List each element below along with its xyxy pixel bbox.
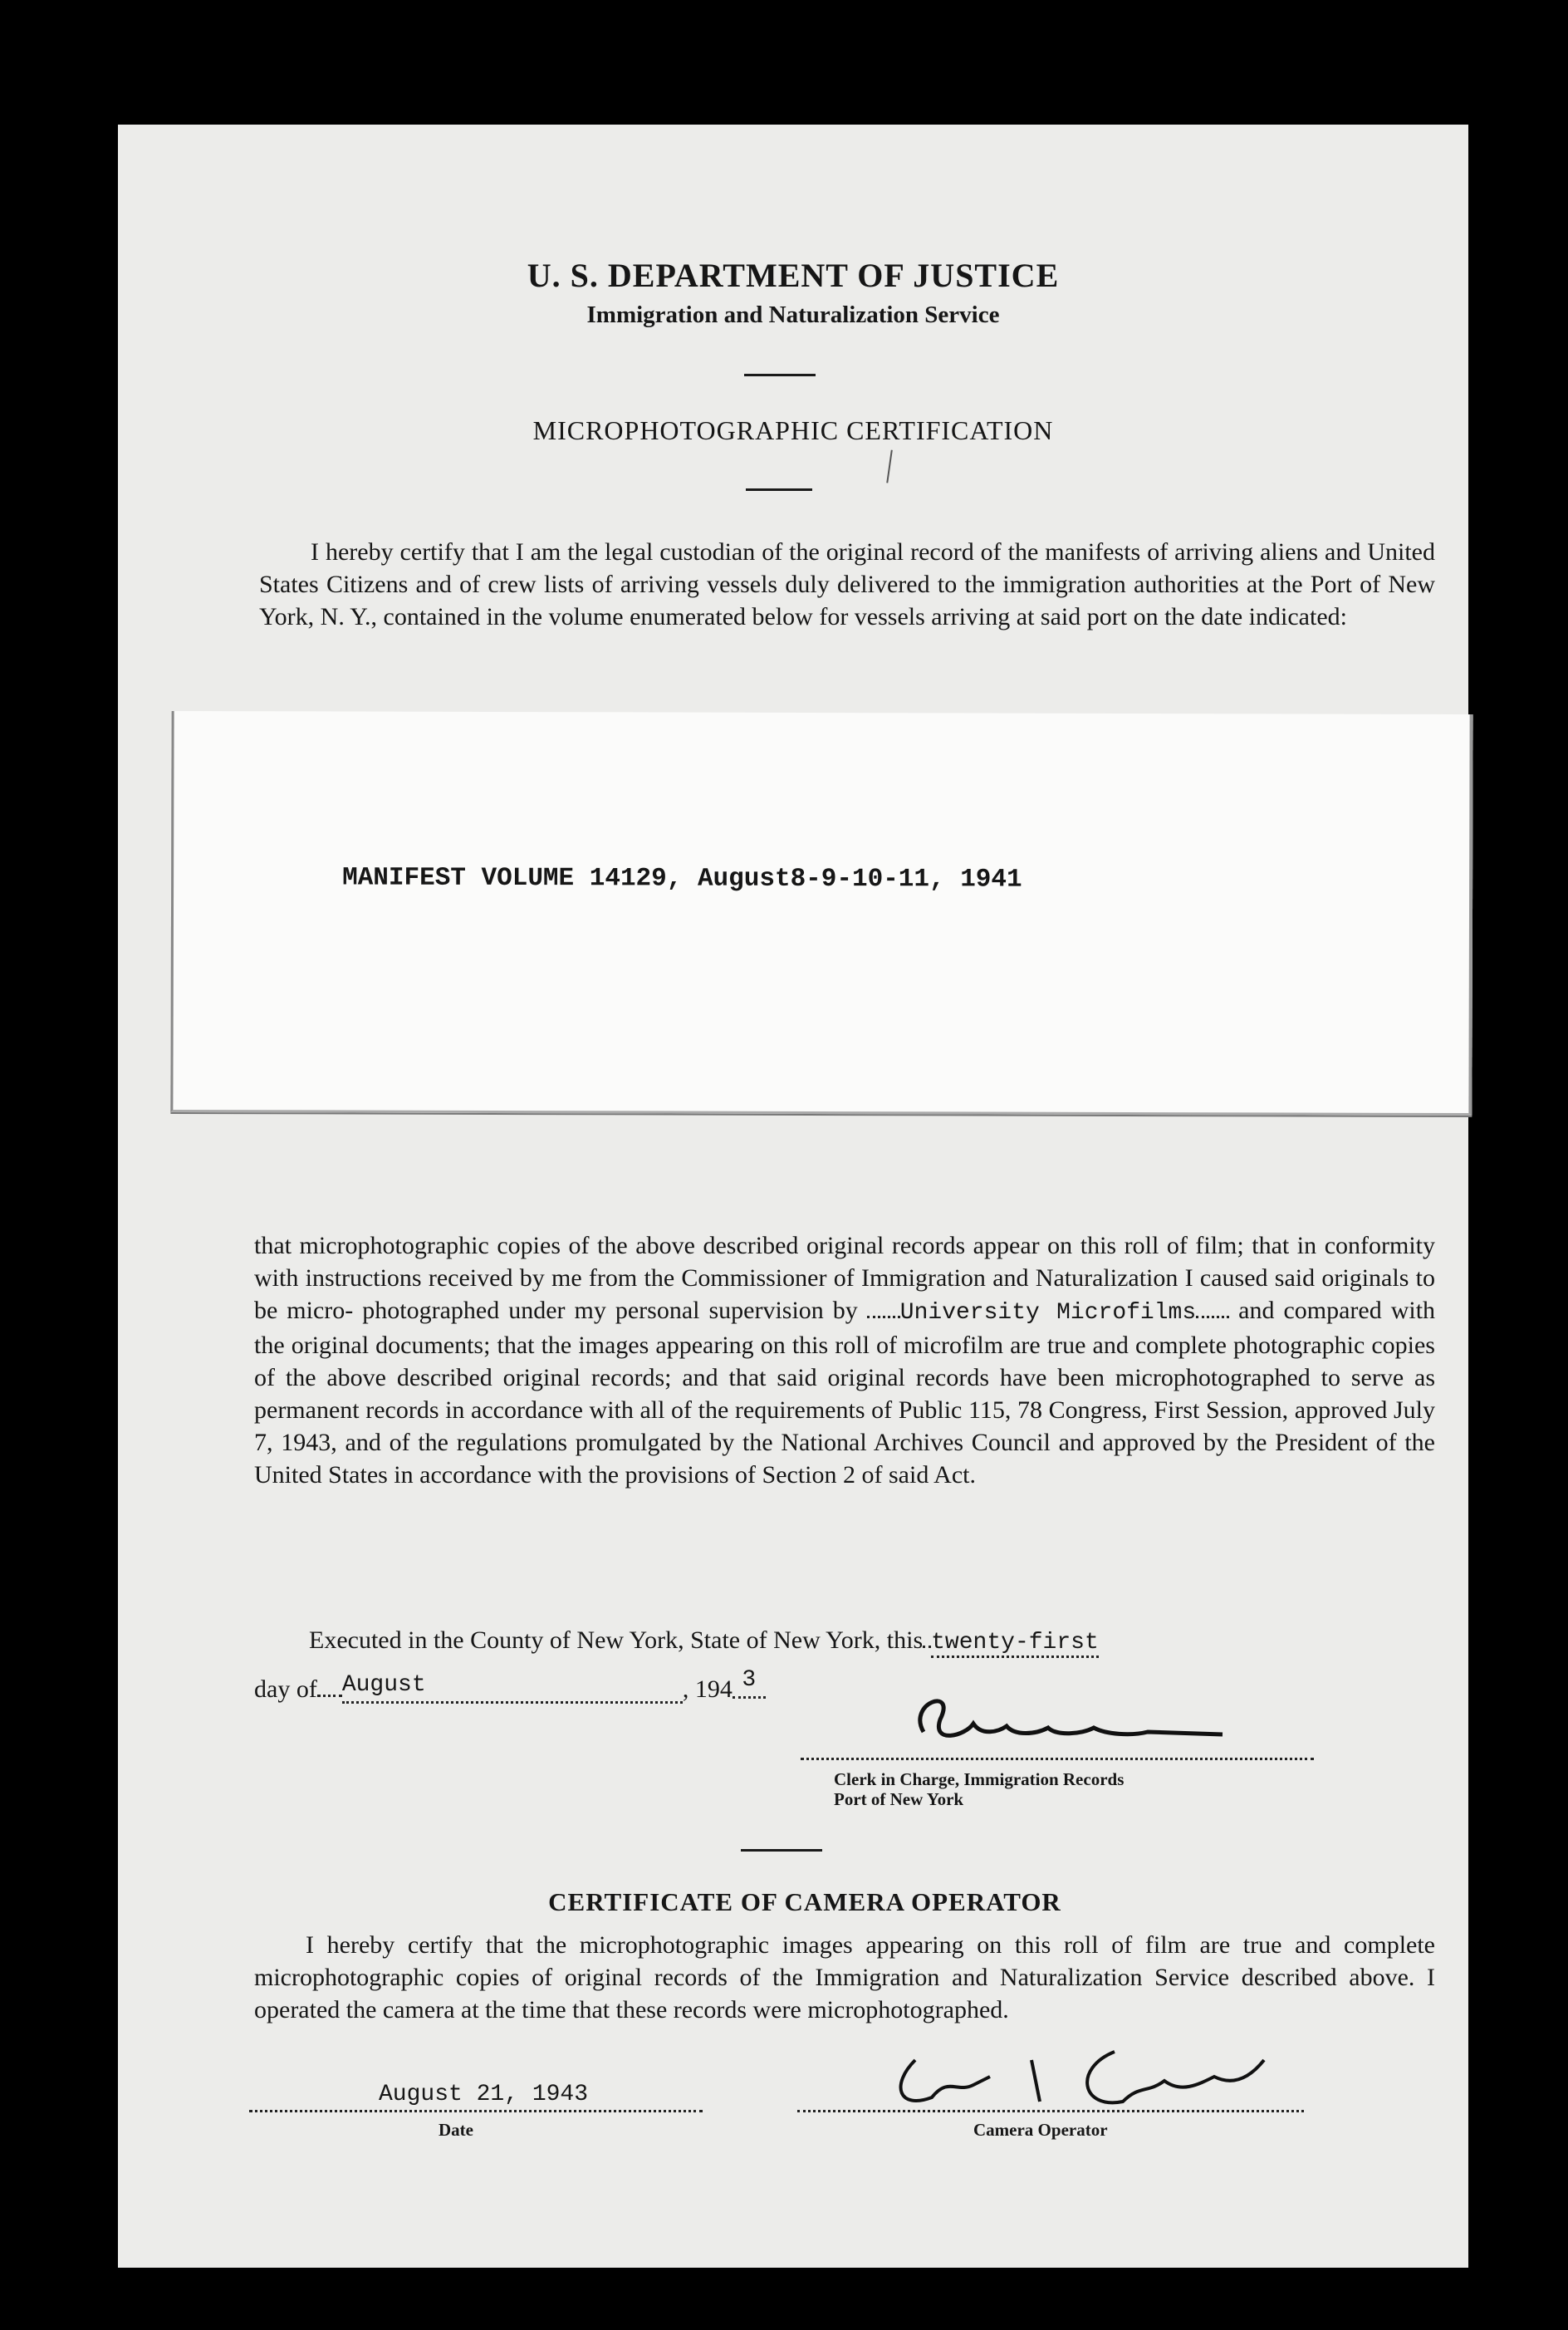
divider-top xyxy=(744,374,816,376)
camera-date-value: August 21, 1943 xyxy=(379,2082,589,2107)
camera-date-line xyxy=(249,2110,703,2112)
camera-paragraph: I hereby certify that the microphotographic images appearing on this roll of film are true and complete microphotographic copies of original records of the Immigration and Naturalization Service described above. I operated the camera at the time that these records were microphotographed. xyxy=(254,1931,1435,2023)
clerk-title-line2: Port of New York xyxy=(834,1789,964,1809)
divider-camera xyxy=(741,1849,822,1852)
body-part3: and compared with the original documents; that the images appearing on this roll of microfilm are true and complete photographic copies of the above described original records; and that said original records have been microphotographed to serve as permanent records in accordance with all of the requirements of Public 115, 78 Congress, First Session, approved July 7, 1943, and of the regulations promulgated by the National Archives Council and approved by the President of the United States in accordance with the provisions of Section 2 of said Act. xyxy=(254,1297,1436,1489)
clerk-signature-line xyxy=(801,1758,1314,1760)
execution-day: twenty-first xyxy=(931,1630,1099,1658)
month-line xyxy=(254,1667,1002,1710)
camera-operator-signature xyxy=(865,2035,1297,2126)
intro-paragraph: I hereby certify that I am the legal custodian of the original record of the manifests of arriving aliens and United States Citizens and of crew lists of arriving vessels duly delivered to the immigration authorities at the Port of New York, N. Y., contained in the volume enumerated below for vessels arriving at said port on the date indicated: xyxy=(259,538,1435,630)
year-prefix: , 194 xyxy=(682,1675,733,1703)
handwritten-mark xyxy=(886,450,897,484)
manifest-entry: MANIFEST VOLUME 14129, August8-9-10-11, 1941 xyxy=(342,863,1022,895)
month-value: August xyxy=(342,1669,683,1704)
year-digit: 3 xyxy=(733,1664,766,1699)
camera-date-label: Date xyxy=(439,2120,473,2140)
divider-second xyxy=(746,488,812,491)
clerk-signature xyxy=(890,1686,1239,1761)
body-part2-prefix: photographed under my personal supervision by xyxy=(362,1297,858,1324)
clerk-title-line1: Clerk in Charge, Immigration Records xyxy=(834,1769,1125,1789)
body-part1: that microphotographic copies of the above described original records appear on this roll of film; that in conformity with instructions received by me from the Commissioner of Immigration and Naturalization I caused said originals to be micro- xyxy=(254,1232,1435,1324)
camera-operator-line xyxy=(797,2110,1304,2112)
execution-line xyxy=(309,1624,1472,1659)
camera-heading: CERTIFICATE OF CAMERA OPERATOR xyxy=(548,1887,1061,1916)
camera-operator-label: Camera Operator xyxy=(973,2120,1108,2140)
manifest-slip xyxy=(170,711,1472,1116)
certificate-page xyxy=(118,125,1468,2268)
service-subtitle: Immigration and Naturalization Service xyxy=(586,302,1000,328)
department-title: U. S. DEPARTMENT OF JUSTICE xyxy=(527,257,1060,294)
body-paragraph xyxy=(254,1229,1435,1491)
certification-heading: MICROPHOTOGRAPHIC CERTIFICATION xyxy=(532,415,1054,445)
supervisor-value: University Microfilms xyxy=(899,1300,1197,1326)
execution-prefix: Executed in the County of New York, State of New York, this xyxy=(309,1626,924,1654)
clerk-title xyxy=(834,1769,1332,1809)
day-of-label: day of xyxy=(254,1675,317,1703)
